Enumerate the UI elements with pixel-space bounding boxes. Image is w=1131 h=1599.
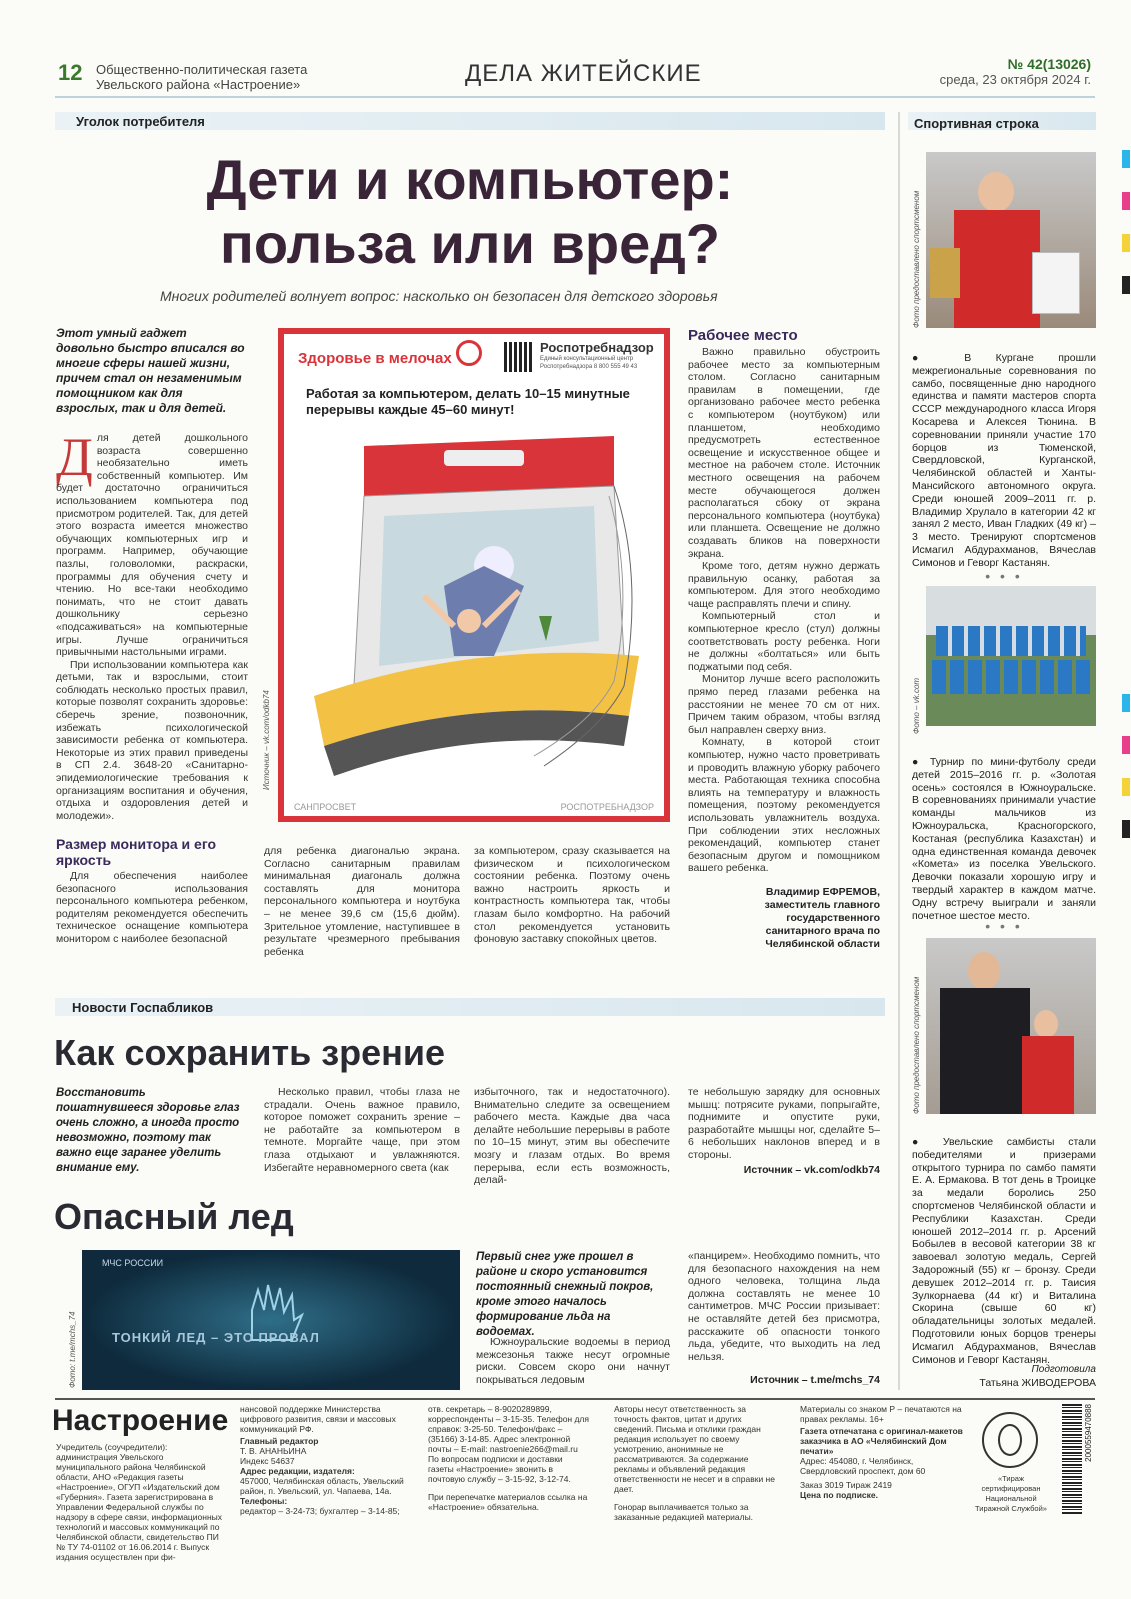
paragraph: Для обеспечения наиболее безопасного использования персонального компьютера ребенком, родителям рекомендуется обеспечить техническое оснащение компьютера монитором с наиболее безопасной [56,870,248,945]
paragraph: Компьютерный стол и компьютерное кресло (стул) должны соответствовать росту ребенка. Ноги не должны «болтаться» или быть поджатыми под себя. [688,610,880,673]
footer-column-4 [614,1404,776,1522]
article3-title: Опасный лед [54,1196,294,1237]
paragraph: Комнату, в которой стоит компьютер, нужно часто проветривать и проводить влажную уборку рабочего места. Работающая техника способна влиять на температуру и влажность помещения, поэтому рекомендуется использовать увлажнитель воздуха. При соблюдении этих несложных рекомендаций, компьютер станет безопасным другом и помощником вашего ребенка. [688,736,880,875]
article-column-4 [688,346,880,875]
separator-dots: • • • [985,568,1023,584]
print-color-marks [1122,150,1130,838]
athlete-body [954,210,1040,328]
sport-news-2: ● Турнир по мини-футболу среди детей 2015–2016 гг. р. «Золотая осень» состоялся в Южноуральске. В соревнованиях принимали участие команды мальчиков из Южноуральска, Красногорского, Костаная (республика Казахстан) и одна единственная команда девочек «Комета» из поселка Увельского. Девочки показали хорошую игру и твердый характер в каждом матче. Одну встречу выиграли и заняли почетное шестое место. [912,756,1096,922]
footer-text: При перепечатке материалов ссылка на «Настроение» обязательна. [428,1492,588,1512]
poster-org-sub: Единый консультационный центр [540,356,634,362]
color-mark [1122,234,1130,252]
sport-photo-3-caption: Фото предоставлено спортсменом [912,976,921,1114]
sport-photo-1-caption: Фото предоставлено спортсменом [912,190,921,328]
poster-footer-left: САНПРОСВЕТ [294,802,357,812]
qr-code-icon [504,342,534,372]
footer-column-2 [240,1404,410,1516]
footer-column-5 [800,1404,970,1500]
article2-column-2: избыточного, так и недостаточного). Внимательно следите за освещением рабочего места. Каждые два часа делайте небольшие перерывы в работе по 10–15 минут, этим вы обеспечите мозгу и глазам отдых. Во время перерыва, если есть возможность, делай- [474,1086,670,1187]
article2-column-3: те небольшую зарядку для основных мышц: потрясите руками, попрыгайте, поднимите и опустите руки, разработайте мышцы ног, сделайте 5–6 небольших наклонов вперед и в стороны. [688,1086,880,1161]
article-lead: Этот умный гаджет довольно быстро вписался во многие сферы нашей жизни, причем стал он незаменимым помощником как для взрослых, так и для детей. [56,326,245,415]
issue-number: № 42(13026) [1007,56,1091,72]
article-column-1 [56,427,248,822]
ice-warning-text: ТОНКИЙ ЛЕД – ЭТО ПРОВАЛ [112,1330,320,1345]
subheading-monitor: Размер монитора и его яркость [56,836,217,868]
color-mark [1122,192,1130,210]
article3-column-2: «панцирем». Необходимо помнить, что для безопасного нахождения на нем одного человека, толщина льда должна составлять не менее 10 сантиметров. МЧС России призывает: не оставляйте детей без присмотра, расскажите об опасности тонкого льда, убедите, что выходить на лед нельзя. [688,1250,880,1363]
color-mark [1122,276,1130,294]
footer-text: отв. секретарь – 8-9020289899, корреспонденты – 3-15-35. Телефон для справок: 3-25-50. Телефон/факс – (35166) 3-14-85. Адрес электронной почты – E-mail: nastroenie266@mail.ru По вопросам подписки и доставки газеты «Настроение» звонить в почтовую службу – 3-15-92, 3-12-74. [428,1404,589,1484]
athlete-head [978,172,1014,212]
sport-news-1: ● В Кургане прошли межрегиональные соревнования по самбо, посвященные дню народного единства и памяти мастеров спорта СССР международного класса Игоря Косарева и Алексея Тюнина. В соревновании приняли участие 170 борцов из Тюменской, Свердловской, Курганской, Челябинской областей и Ханты-Мансийского автономного округа. Среди юношей 2009–2011 гг. р. Владимир Хрулало в категории 42 кг занял 2 место, Иван Гладких (49 кг) – 3 место. Тренируют спортсменов Исмагил Абдурахманов, Вячеслав Симонов и Геворг Кастанян. [912,352,1096,569]
sport-photo-3 [926,938,1096,1114]
team-row-back [936,626,1086,656]
rubric-sport: Спортивная строка [914,116,1039,131]
footer-text: Адрес: 454080, г. Челябинск, Свердловский проспект, дом 60 [800,1456,926,1476]
footer-price: Цена по подписке. [800,1490,878,1500]
article2-column-1: Несколько правил, чтобы глаза не страдали. Очень важное правило, которое поможет сохранить зрение – не работайте за компьютером в темноте. Моргайте чаще, при этом глаза отдыхают и увлажняются. Избегайте неравномерного света (как [264,1086,460,1174]
drop-cap: Д [56,427,93,487]
footer-editor-label: Главный редактор [240,1436,319,1446]
sport-photo-1 [926,152,1096,328]
article-signature: Владимир ЕФРЕМОВ, заместитель главного государственного санитарного врача по Челябинской области [764,886,880,950]
prepared-by: Подготовила [1031,1364,1096,1375]
poster-emblem-icon [456,340,482,366]
color-mark [1122,694,1130,712]
sidebar-divider [898,112,900,1390]
article3-lead: Первый снег уже прошел в районе и скоро установится постоянный снежный покров, кроме этого началось формирование льда на водоемах. [476,1251,654,1338]
circulation-seal-text: «Тираж сертифицирован Национальной Тиражной Службой» [975,1474,1047,1513]
barcode-icon [1062,1404,1082,1514]
footer-phones: редактор – 3-24-73; бухгалтер – 3-14-85; [240,1506,400,1516]
footer-text: Гонорар выплачивается только за заказанные редакцией материалы. [614,1502,754,1522]
footer-phones-label: Телефоны: [240,1496,288,1506]
section-title: ДЕЛА ЖИТЕЙСКИЕ [465,60,702,87]
color-mark [1122,150,1130,168]
footer-text: нансовой поддержке Министерства цифрового развития, связи и массовых коммуникаций РФ. [240,1404,396,1434]
footer-address-label: Адрес редакции, издателя: [240,1466,355,1476]
computer-illustration [294,426,654,786]
header-divider [55,96,1095,98]
footer-text: Материалы со знаком Р – печатаются на правах рекламы. 16+ [800,1404,962,1424]
rubric-gospublic: Новости Госпабликов [72,1000,214,1015]
color-mark [1122,820,1130,838]
mchs-logo: МЧС РОССИИ [102,1258,164,1268]
footer-founders: Учредитель (соучредители): администрация Увельского муниципального района Челябинской области, АНО «Редакция газеты «Настроение», ОГУП «Издательский дом «Губерния». Газета зарегистрирована в Управлении Федеральной службы по надзору в сфере связи, информационных технологий и массовых коммуникаций по Челябинской области, свидетельство ПИ № ТУ 74-01102 от 16.06.2014 г. Выпуск издания осуществлен при фи- [56,1442,223,1562]
sidebar-author: Татьяна ЖИВОДЕРОВА [979,1377,1096,1389]
footer-order: Заказ 3019 Тираж 2419 [800,1480,892,1490]
article3-column-1: Южноуральские водоемы в период межсезонья также несут огромные риски. Совсем скоро они начнут покрываться ледовым [476,1336,670,1386]
issue-date: среда, 23 октября 2024 г. [939,72,1091,87]
poster-phone: Роспотребнадзора 8 800 555 49 43 [540,364,638,370]
color-mark [1122,778,1130,796]
title-line-1: Дети и компьютер: [206,148,734,211]
article2-source: Источник – vk.com/odkb74 [743,1164,880,1176]
article-column-2: для ребенка диагональю экрана. Согласно санитарным правилам минимальная диагональ должна составлять для монитора персонального компьютера и ноутбука – не менее 39,6 см (15,6 дюйм). Зрительное утомление, наступившее в результате чрезмерного пребывания ребенка [264,845,460,958]
footer-text: Авторы несут ответственность за точность фактов, цитат и других сведений. Письма и отклики граждан редакция использует по своему усмотрению, анонимные не рассматриваются. За содержание рекламы и объявлений редакция ответственности не несет и в справки не дает. [614,1404,775,1494]
article-column-3: за компьютером, сразу сказывается на физическом и психологическом состоянии ребенка. Поэтому очень важно настроить яркость и контрастность компьютера так, чтобы глазам было комфортно. На рабочий стол рекомендуется установить фоновую заставку спокойных цветов. [474,845,670,946]
coach-body [940,988,1030,1114]
publication-name: Общественно-политическая газета Увельского района «Настроение» [96,62,308,92]
poster-footer-right: РОСПОТРЕБНАДЗОР [560,802,654,812]
page-number: 12 [58,60,83,85]
sport-photo-2-caption: Фото – vk.com [912,677,921,734]
paragraph: Монитор лучше всего расположить прямо перед глазами ребенка на расстоянии не менее 70 см от них. Причем таким образом, чтобы взгляд был направлен сверху вниз. [688,673,880,736]
diploma [1032,252,1080,314]
barcode-number: 2000559470888 [1084,1404,1093,1462]
footer-logo: Настроение [52,1404,229,1437]
seal-inner [998,1424,1022,1456]
article2-lead: Восстановить пошатнувшееся здоровье глаз очень сложно, а иногда просто невозможно, поэтому так важно еще заранее уделить внимание ему. [56,1087,240,1174]
coach-head [968,952,1000,990]
child-head [1034,1010,1058,1038]
subheading-workplace: Рабочее место [688,327,798,344]
team-row-front [932,660,1090,694]
footer-index: Индекс 54637 [240,1456,295,1466]
footer-printer: Газета отпечатана с оригинал-макетов заказчика в АО «Челябинский Дом печати» [800,1426,963,1456]
footer-address: 457000, Челябинская область, Увельский район, п. Увельский, ул. Чапаева, 14а. [240,1476,404,1496]
poster-headline: Работая за компьютером, делать 10–15 минутные перерывы каждые 45–60 минут! [306,386,630,417]
poster-caption: Источник – vk.com/odkb74 [262,690,271,790]
paragraph: Важно правильно обустроить рабочее место за компьютерным столом. Согласно санитарным правилам в помещении, где организовано рабочее место ребенка с компьютером (ноутбуком) или планшетом, необходимо предусмотреть естественное освещение и искусственное общее и местное на рабочем столе. Источник местного освещения на рабочем месте обучающегося должен располагаться сбоку от экрана персонального компьютера (ноутбука) или планшета. Освещение не должно создавать бликов на поверхности экрана. [688,346,880,560]
article3-source: Источник – t.me/mchs_74 [750,1374,880,1386]
paragraph: При использовании компьютера как детьми, так и взрослыми, стоит соблюдать несколько простых правил, которые позволят сохранить здоровье: сберечь зрение, позвоночник, избежать психологической зависимости ребенка от компьютера. Некоторые из этих правил приведены в СП 2.4. 3648-20 «Санитарно-эпидемиологические требования к организациям воспитания и обучения, отдыха и оздоровления детей и молодежи». [56,658,248,822]
color-mark [1122,736,1130,754]
paragraph: Кроме того, детям нужно держать правильную осанку, работая за компьютером. Для этого необходимо чаще расправлять плечи и спину. [688,560,880,610]
paragraph: ля детей дошкольного возраста совершенно необязательно иметь собственный компьютер. Им будет достаточно ограничиться использованием компьютера под присмотром родителей. Так, для детей этого возраста имеется множество обучающих компьютерных игр и программ. Например, обучающие пазлы, головоломки, раскраски, программы для обучения счету и чтению. Но все-таки необходимо понимать, что не стоит давать дошкольнику серьезно «подсаживаться» на компьютерные игры. Лучше ограничиться привычными настольными играми. [56,432,248,659]
poster-org: Роспотребнадзор [540,340,654,355]
footer-editor: Т. В. АНАНЬИНА [240,1446,307,1456]
ice-image-caption: Фото: t.me/mchs_74 [68,1311,77,1388]
sport-photo-2 [926,586,1096,726]
poster-header: Здоровье в мелочах [298,350,452,367]
circulation-seal-icon [982,1412,1038,1468]
trophy-icon [930,248,960,298]
footer-column-3 [428,1404,590,1512]
rubric-consumer: Уголок потребителя [76,114,205,129]
footer-divider [55,1398,1095,1400]
title-line-2: польза или вред? [220,212,720,275]
article-title [130,148,810,276]
child-body [1022,1036,1074,1114]
ice-warning-image [82,1250,460,1390]
sport-news-3: ● Увельские самбисты стали победителями и призерами открытого турнира по самбо памяти Е. А. Ермакова. В тот день в Троицке за медали боролись 250 спортсменов Челябинской области и Республики Казахстан. Среди юношей 2012–2014 гг. р. Арсений Бобылев в весовой категории 38 кг завоевал золотую медаль, Сергей Задорожный (55) кг – бронзу. Среди девушек 2012–2014 гг. р. Таисия Зулкорнаева (44 кг) и Виталина Скорина (свыше 60 кг) обладательницы золотых медалей. Подготовили юных борцов тренеры Исмагил Абдурахманов, Вячеслав Симонов и Геворг Кастанян. [912,1136,1096,1366]
article2-title: Как сохранить зрение [54,1032,446,1073]
separator-dots: • • • [985,918,1023,934]
article-subtitle: Многих родителей волнует вопрос: насколько он безопасен для детского здоровья [160,288,718,304]
health-poster [278,328,670,822]
